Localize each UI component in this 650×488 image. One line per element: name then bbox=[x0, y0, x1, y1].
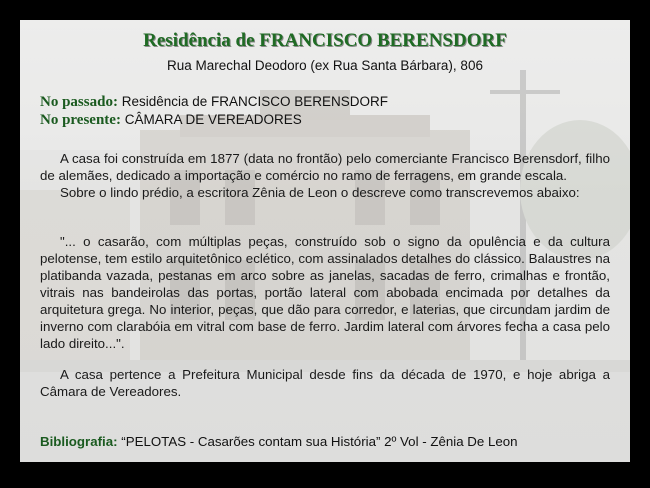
closing-block bbox=[40, 366, 610, 400]
quote-block bbox=[40, 233, 610, 352]
present-value: CÂMARA DE VEREADORES bbox=[124, 112, 302, 127]
page-title: Residência de FRANCISCO BERENSDORF bbox=[143, 30, 507, 51]
paragraph-history: A casa foi construída em 1877 (data no frontão) pelo comerciante Francisco Berensdorf, filho de alemães, dedicado a importação e comércio no ramo de ferragens, em grande escala. bbox=[40, 151, 610, 183]
bibliography-label: Bibliografia: bbox=[40, 434, 118, 449]
content-panel bbox=[20, 20, 630, 462]
past-line bbox=[40, 94, 388, 111]
address-subtitle: Rua Marechal Deodoro (ex Rua Santa Bárbara), 806 bbox=[167, 58, 483, 73]
history-paragraphs bbox=[40, 150, 610, 201]
bibliography bbox=[40, 434, 518, 449]
present-line bbox=[40, 112, 302, 129]
present-label: No presente: bbox=[40, 112, 121, 128]
paragraph-quote: "... o casarão, com múltiplas peças, construído sob o signo da opulência e da cultura pelotense, tem estilo arquitetônico eclético, com assinalados detalhes do clássico. Balaustres na platibanda vazada, pestanas em arco sobre as janelas, sacadas de ferro, crimalhas e frontão, vitrais nas bandeirolas das portas, portão lateral com abobada encimada por detalhes da arquitetura grega. No interior, peças, que dão para corredor, e laterias, que circundam jardim de inverno com clarabóia em vitral com base de ferro. Jardim lateral com árvores fecha a casa pelo lado direito...". bbox=[40, 234, 610, 351]
past-label: No passado: bbox=[40, 94, 118, 110]
bibliography-value: “PELOTAS - Casarões contam sua História” 2º Vol - Zênia De Leon bbox=[121, 434, 518, 449]
paragraph-intro: Sobre o lindo prédio, a escritora Zênia de Leon o descreve como transcrevemos abaixo: bbox=[60, 185, 580, 200]
text-content bbox=[20, 20, 630, 462]
paragraph-ownership: A casa pertence a Prefeitura Municipal desde fins da década de 1970, e hoje abriga a Câmara de Vereadores. bbox=[40, 367, 610, 399]
past-value: Residência de FRANCISCO BERENSDORF bbox=[121, 94, 389, 109]
